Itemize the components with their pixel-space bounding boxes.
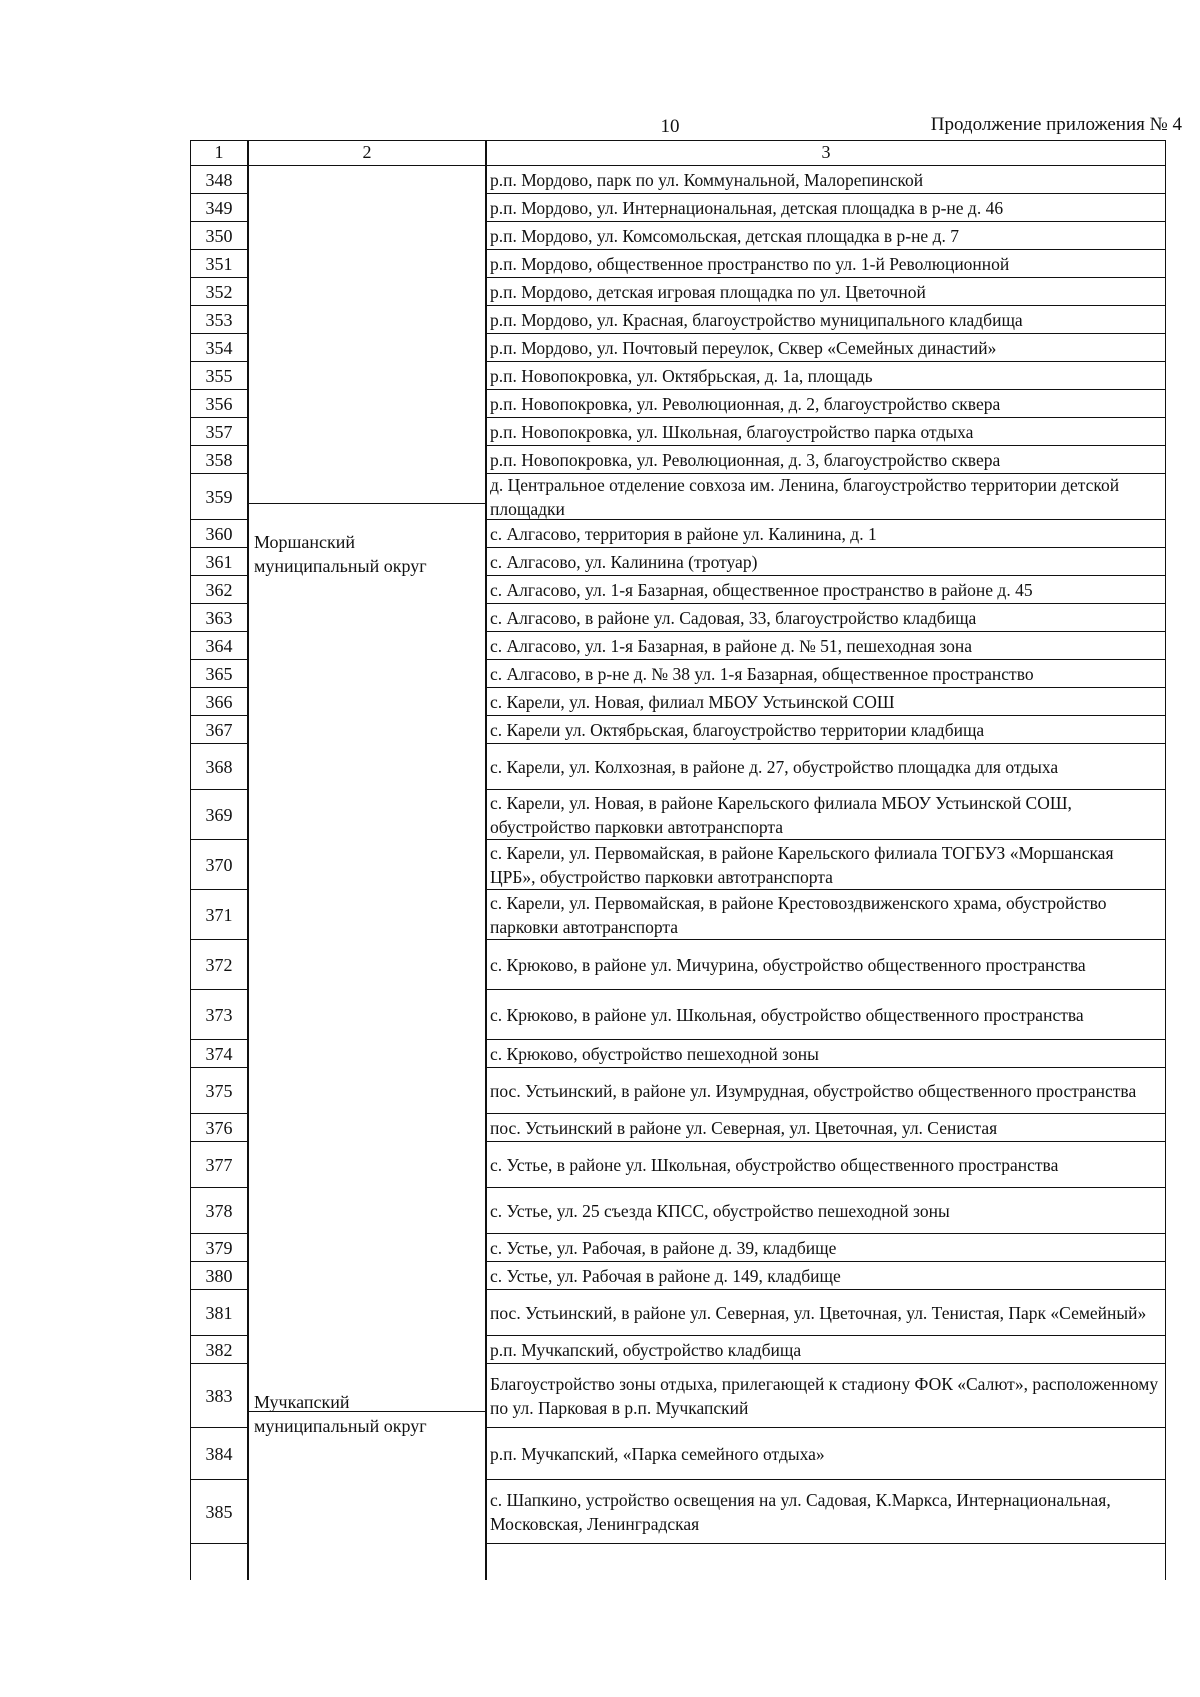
row-number: 357 bbox=[190, 418, 248, 446]
row-number: 383 bbox=[190, 1364, 248, 1428]
row-number: 351 bbox=[190, 250, 248, 278]
row-number: 370 bbox=[190, 840, 248, 890]
row-address: р.п. Мучкапский, «Парка семейного отдыха» bbox=[486, 1428, 1166, 1480]
row-address: с. Устье, в районе ул. Школьная, обустройство общественного пространства bbox=[486, 1142, 1166, 1188]
row-number: 352 bbox=[190, 278, 248, 306]
row-number: 369 bbox=[190, 790, 248, 840]
row-address: р.п. Мордово, детская игровая площадка по ул. Цветочной bbox=[486, 278, 1166, 306]
row-address: с. Крюково, в районе ул. Мичурина, обустройство общественного пространства bbox=[486, 940, 1166, 990]
row-number: 377 bbox=[190, 1142, 248, 1188]
row-address: с. Крюково, обустройство пешеходной зоны bbox=[486, 1040, 1166, 1068]
objects-table bbox=[0, 140, 1200, 1590]
row-number: 359 bbox=[190, 474, 248, 520]
row-number: 356 bbox=[190, 390, 248, 418]
row-number: 385 bbox=[190, 1480, 248, 1544]
district-morshansky: Моршанский муниципальный округ bbox=[254, 532, 427, 576]
row-number: 365 bbox=[190, 660, 248, 688]
row-number: 372 bbox=[190, 940, 248, 990]
row-number: 382 bbox=[190, 1336, 248, 1364]
row-number: 375 bbox=[190, 1068, 248, 1114]
row-address: с. Алгасово, ул. Калинина (тротуар) bbox=[486, 548, 1166, 576]
district-muchkapsky: Мучкапский муниципальный округ bbox=[254, 1392, 427, 1436]
row-address: с. Алгасово, ул. 1-я Базарная, в районе д. № 51, пешеходная зона bbox=[486, 632, 1166, 660]
row-address: д. Центральное отделение совхоза им. Ленина, благоустройство территории детской площадки bbox=[486, 474, 1166, 520]
row-address: р.п. Новопокровка, ул. Октябрьская, д. 1а, площадь bbox=[486, 362, 1166, 390]
row-address: р.п. Мордово, общественное пространство по ул. 1-й Революционной bbox=[486, 250, 1166, 278]
row-number: 364 bbox=[190, 632, 248, 660]
row-address: с. Карели ул. Октябрьская, благоустройство территории кладбища bbox=[486, 716, 1166, 744]
row-address: с. Шапкино, устройство освещения на ул. Садовая, К.Маркса, Интернациональная, Московская, Ленинградская bbox=[486, 1480, 1166, 1544]
header-col-3: 3 bbox=[486, 140, 1166, 166]
row-number: 380 bbox=[190, 1262, 248, 1290]
row-address: с. Карели, ул. Новая, филиал МБОУ Устьинской СОШ bbox=[486, 688, 1166, 716]
row-address: р.п. Новопокровка, ул. Революционная, д. 2, благоустройство сквера bbox=[486, 390, 1166, 418]
row-number: 384 bbox=[190, 1428, 248, 1480]
row-address: пос. Устьинский, в районе ул. Изумрудная, обустройство общественного пространства bbox=[486, 1068, 1166, 1114]
row-number: 371 bbox=[190, 890, 248, 940]
row-number: 378 bbox=[190, 1188, 248, 1234]
row-address: с. Алгасово, в р-не д. № 38 ул. 1-я Базарная, общественное пространство bbox=[486, 660, 1166, 688]
column-2 bbox=[248, 166, 486, 1580]
row-number: 373 bbox=[190, 990, 248, 1040]
row-address: Благоустройство зоны отдыха, прилегающей к стадиону ФОК «Салют», расположенному по ул. Парковая в р.п. Мучкапский bbox=[486, 1364, 1166, 1428]
row-address: с. Устье, ул. Рабочая в районе д. 149, кладбище bbox=[486, 1262, 1166, 1290]
row-address: пос. Устьинский в районе ул. Северная, ул. Цветочная, ул. Сенистая bbox=[486, 1114, 1166, 1142]
page-number: 10 bbox=[660, 116, 680, 137]
row-address: с. Алгасово, территория в районе ул. Калинина, д. 1 bbox=[486, 520, 1166, 548]
row-address: р.п. Мордово, ул. Красная, благоустройство муниципального кладбища bbox=[486, 306, 1166, 334]
row-number: 363 bbox=[190, 604, 248, 632]
row-number: 374 bbox=[190, 1040, 248, 1068]
district-divider-top bbox=[248, 503, 486, 504]
row-number: 354 bbox=[190, 334, 248, 362]
row-address: р.п. Новопокровка, ул. Школьная, благоустройство парка отдыха bbox=[486, 418, 1166, 446]
row-address: с. Устье, ул. Рабочая, в районе д. 39, кладбище bbox=[486, 1234, 1166, 1262]
row-address: с. Карели, ул. Колхозная, в районе д. 27, обустройство площадка для отдыха bbox=[486, 744, 1166, 790]
row-address: р.п. Новопокровка, ул. Революционная, д. 3, благоустройство сквера bbox=[486, 446, 1166, 474]
row-address: с. Карели, ул. Первомайская, в районе Карельского филиала ТОГБУЗ «Моршанская ЦРБ», обустройство парковки автотранспорта bbox=[486, 840, 1166, 890]
row-number: 360 bbox=[190, 520, 248, 548]
row-address: с. Устье, ул. 25 съезда КПСС, обустройство пешеходной зоны bbox=[486, 1188, 1166, 1234]
row-address: р.п. Мордово, ул. Почтовый переулок, Сквер «Семейных династий» bbox=[486, 334, 1166, 362]
row-number: 358 bbox=[190, 446, 248, 474]
row-number: 379 bbox=[190, 1234, 248, 1262]
row-number: 381 bbox=[190, 1290, 248, 1336]
row-address: с. Карели, ул. Новая, в районе Карельского филиала МБОУ Устьинской СОШ, обустройство парковки автотранспорта bbox=[486, 790, 1166, 840]
row-number: 361 bbox=[190, 548, 248, 576]
row-number: 366 bbox=[190, 688, 248, 716]
row-address: с. Крюково, в районе ул. Школьная, обустройство общественного пространства bbox=[486, 990, 1166, 1040]
row-number: 353 bbox=[190, 306, 248, 334]
row-number: 349 bbox=[190, 194, 248, 222]
row-address: р.п. Мучкапский, обустройство кладбища bbox=[486, 1336, 1166, 1364]
row-number: 368 bbox=[190, 744, 248, 790]
row-number: 348 bbox=[190, 166, 248, 194]
appendix-continuation-note: Продолжение приложения № 4 bbox=[930, 114, 1182, 135]
row-number: 362 bbox=[190, 576, 248, 604]
row-number: 355 bbox=[190, 362, 248, 390]
row-address: пос. Устьинский, в районе ул. Северная, ул. Цветочная, ул. Тенистая, Парк «Семейный» bbox=[486, 1290, 1166, 1336]
row-address: с. Алгасово, в районе ул. Садовая, 33, благоустройство кладбища bbox=[486, 604, 1166, 632]
row-address: р.п. Мордово, ул. Интернациональная, детская площадка в р-не д. 46 bbox=[486, 194, 1166, 222]
header-col-2: 2 bbox=[248, 140, 486, 166]
row-number: 367 bbox=[190, 716, 248, 744]
row-address: р.п. Мордово, ул. Комсомольская, детская площадка в р-не д. 7 bbox=[486, 222, 1166, 250]
row-number: 350 bbox=[190, 222, 248, 250]
row-address: с. Карели, ул. Первомайская, в районе Крестовоздвиженского храма, обустройство парковки автотранспорта bbox=[486, 890, 1166, 940]
header-col-1: 1 bbox=[190, 140, 248, 166]
row-address: с. Алгасово, ул. 1-я Базарная, общественное пространство в районе д. 45 bbox=[486, 576, 1166, 604]
row-address: р.п. Мордово, парк по ул. Коммунальной, Малорепинской bbox=[486, 166, 1166, 194]
row-number: 376 bbox=[190, 1114, 248, 1142]
